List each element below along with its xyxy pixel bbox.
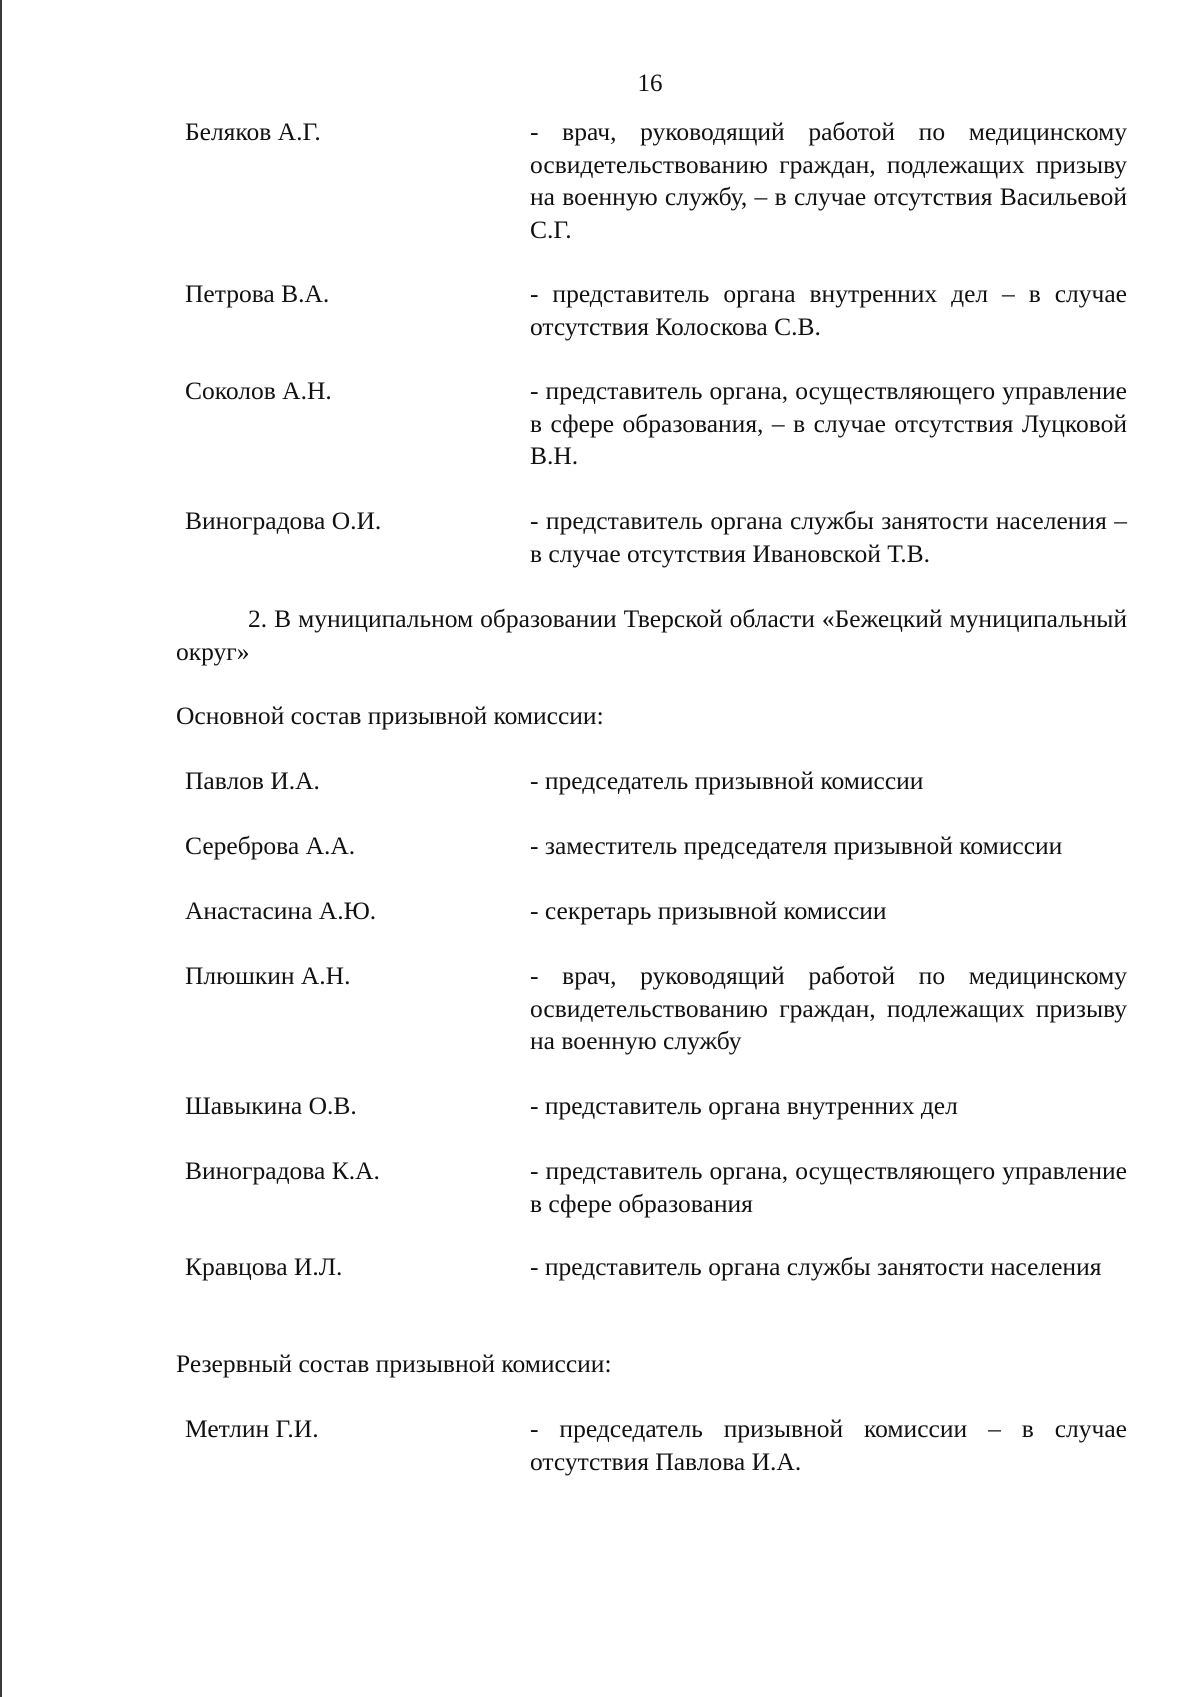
page-number: 16 [637,70,663,97]
member-name: Павлов И.А. [185,766,320,795]
reserve-composition-heading: Резервный состав призывной комиссии: [176,1349,612,1378]
member-role: - секретарь призывной комиссии [530,896,887,925]
scan-edge [0,0,2,1697]
section-paragraph: 2. В муниципальном образовании Тверской области «Бежецкий муниципальный округ» [176,604,1127,666]
member-role: - заместитель председателя призывной комиссии [530,831,1063,860]
member-name: Анастасина А.Ю. [185,896,377,925]
member-name: Виноградова К.А. [185,1156,380,1185]
main-composition-heading: Основной состав призывной комиссии: [176,701,604,730]
member-name: Сереброва А.А. [185,831,356,860]
member-role: - представитель органа службы занятости населения – в случае отсутствия Ивановской Т.В. [530,506,1127,568]
member-role: - представитель органа, осуществляющего управление в сфере образования [530,1156,1127,1218]
member-role: - председатель призывной комиссии [530,766,924,795]
member-name: Беляков А.Г. [185,117,321,146]
member-name: Шавыкина О.В. [185,1091,357,1120]
member-name: Метлин Г.И. [185,1414,319,1443]
member-name: Петрова В.А. [185,279,330,308]
member-role: - врач, руководящий работой по медицинскому освидетельствованию граждан, подлежащих призыву на военную службу [530,961,1127,1055]
member-name: Кравцова И.Л. [185,1252,343,1281]
member-name: Виноградова О.И. [185,506,382,535]
member-role: - представитель органа внутренних дел – в случае отсутствия Колоскова С.В. [530,279,1127,341]
member-role: - председатель призывной комиссии – в случае отсутствия Павлова И.А. [530,1414,1127,1476]
member-role: - представитель органа службы занятости населения [530,1252,1102,1281]
member-name: Соколов А.Н. [185,376,332,405]
member-role: - представитель органа внутренних дел [530,1091,958,1120]
member-name: Плюшкин А.Н. [185,961,351,990]
member-role: - представитель органа, осуществляющего управление в сфере образования, – в случае отсутствия Луцковой В.Н. [530,376,1127,470]
member-role: - врач, руководящий работой по медицинскому освидетельствованию граждан, подлежащих призыву на военную службу, – в случае отсутствия Васильевой С.Г. [530,117,1127,244]
